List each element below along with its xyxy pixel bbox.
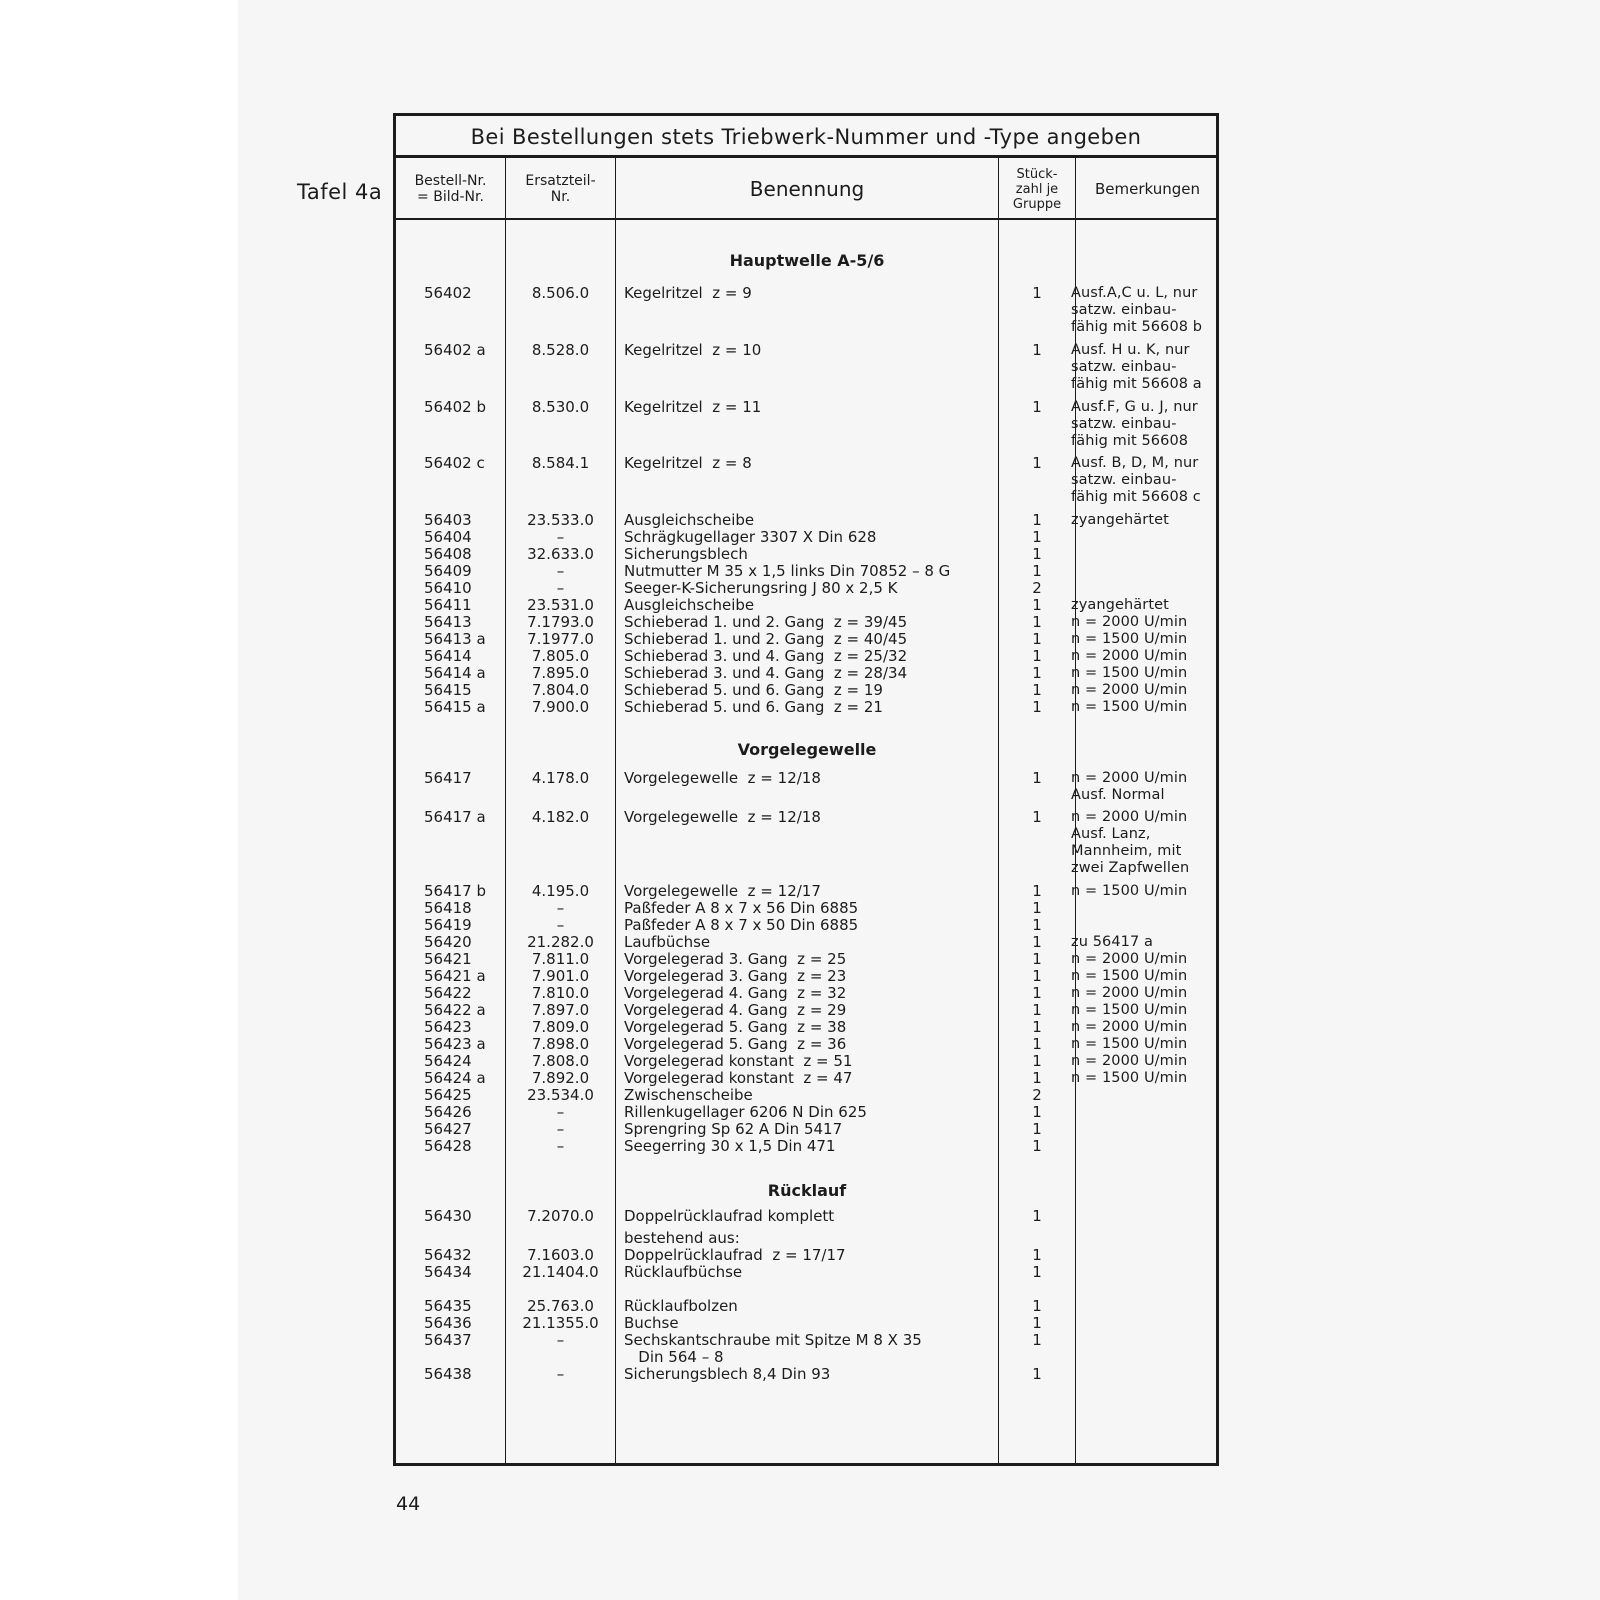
cell-benennung: Doppelrücklaufrad komplett <box>624 1207 835 1225</box>
cell-ersatzteil-nr: – <box>556 562 565 580</box>
cell-stueckzahl: 1 <box>1032 769 1042 787</box>
cell-benennung: Vorgelegewelle z = 12/17 <box>624 882 821 900</box>
cell-stueckzahl: 1 <box>1032 1001 1042 1019</box>
cell-ersatzteil-nr: – <box>556 899 565 917</box>
cell-stueckzahl: 1 <box>1032 916 1042 934</box>
cell-benennung: Seeger-K-Sicherungsring J 80 x 2,5 K <box>624 579 898 597</box>
cell-stueckzahl: 1 <box>1032 1069 1042 1087</box>
cell-bemerkungen: n = 1500 U/min <box>1071 1002 1188 1018</box>
cell-stueckzahl: 1 <box>1032 1052 1042 1070</box>
cell-bestell-nr: 56424 <box>424 1052 472 1070</box>
cell-bestell-nr: 56414 <box>424 647 472 665</box>
cell-benennung: Vorgelegerad 4. Gang z = 32 <box>624 984 847 1002</box>
cell-bestell-nr: 56402 c <box>424 454 485 472</box>
page-number: 44 <box>396 1493 421 1515</box>
cell-bestell-nr: 56417 <box>424 769 472 787</box>
cell-bestell-nr: 56437 <box>424 1331 472 1349</box>
cell-bestell-nr: 56413 a <box>424 630 486 648</box>
cell-ersatzteil-nr: 23.531.0 <box>527 596 594 614</box>
cell-bestell-nr: 56414 a <box>424 664 486 682</box>
cell-ersatzteil-nr: – <box>556 528 565 546</box>
cell-bemerkungen: Ausf. B, D, M, nur satzw. einbau- fähig mit 56608 c <box>1071 455 1201 505</box>
cell-ersatzteil-nr: 8.506.0 <box>531 284 590 302</box>
cell-benennung: Sicherungsblech 8,4 Din 93 <box>624 1365 831 1383</box>
cell-bestell-nr: 56415 <box>424 681 472 699</box>
cell-bestell-nr: 56413 <box>424 613 472 631</box>
cell-stueckzahl: 1 <box>1032 647 1042 665</box>
cell-ersatzteil-nr: 7.804.0 <box>531 681 590 699</box>
cell-stueckzahl: 1 <box>1032 1314 1042 1332</box>
cell-stueckzahl: 1 <box>1032 1035 1042 1053</box>
cell-bemerkungen: n = 1500 U/min <box>1071 883 1188 899</box>
cell-ersatzteil-nr: 7.810.0 <box>531 984 590 1002</box>
cell-ersatzteil-nr: 7.892.0 <box>531 1069 590 1087</box>
cell-ersatzteil-nr: 7.811.0 <box>531 950 590 968</box>
cell-benennung: Ausgleichscheibe <box>624 511 755 529</box>
cell-bestell-nr: 56425 <box>424 1086 472 1104</box>
cell-ersatzteil-nr: – <box>556 1365 565 1383</box>
cell-bestell-nr: 56430 <box>424 1207 472 1225</box>
cell-ersatzteil-nr: 21.1404.0 <box>522 1263 599 1281</box>
cell-ersatzteil-nr: 23.533.0 <box>527 511 594 529</box>
cell-bemerkungen: zyangehärtet <box>1071 512 1169 528</box>
cell-stueckzahl: 1 <box>1032 1018 1042 1036</box>
cell-bemerkungen: zyangehärtet <box>1071 597 1169 613</box>
cell-stueckzahl: 2 <box>1032 1086 1042 1104</box>
section-heading: Vorgelegewelle <box>737 740 877 759</box>
cell-benennung: Schieberad 5. und 6. Gang z = 21 <box>624 698 883 716</box>
cell-stueckzahl: 1 <box>1032 664 1042 682</box>
cell-ersatzteil-nr: 8.584.1 <box>531 454 590 472</box>
cell-bestell-nr: 56423 a <box>424 1035 486 1053</box>
cell-stueckzahl: 1 <box>1032 967 1042 985</box>
section-heading: Rücklauf <box>767 1181 847 1200</box>
cell-bestell-nr: 56417 a <box>424 808 486 826</box>
cell-ersatzteil-nr: 7.898.0 <box>531 1035 590 1053</box>
cell-benennung: Paßfeder A 8 x 7 x 56 Din 6885 <box>624 899 859 917</box>
cell-stueckzahl: 1 <box>1032 1331 1042 1349</box>
cell-ersatzteil-nr: 8.528.0 <box>531 341 590 359</box>
cell-ersatzteil-nr: – <box>556 916 565 934</box>
cell-ersatzteil-nr: – <box>556 1137 565 1155</box>
cell-bemerkungen: n = 2000 U/min <box>1071 1019 1188 1035</box>
cell-stueckzahl: 1 <box>1032 1297 1042 1315</box>
cell-bestell-nr: 56421 a <box>424 967 486 985</box>
cell-benennung: Rillenkugellager 6206 N Din 625 <box>624 1103 867 1121</box>
cell-stueckzahl: 1 <box>1032 698 1042 716</box>
cell-bestell-nr: 56417 b <box>424 882 487 900</box>
cell-bestell-nr: 56408 <box>424 545 472 563</box>
cell-bestell-nr: 56410 <box>424 579 472 597</box>
cell-stueckzahl: 1 <box>1032 545 1042 563</box>
cell-ersatzteil-nr: 8.530.0 <box>531 398 590 416</box>
cell-bestell-nr: 56404 <box>424 528 472 546</box>
cell-benennung: Laufbüchse <box>624 933 711 951</box>
cell-benennung: Vorgelegerad 5. Gang z = 36 <box>624 1035 847 1053</box>
cell-benennung: bestehend aus: <box>624 1229 740 1247</box>
cell-stueckzahl: 1 <box>1032 1246 1042 1264</box>
cell-benennung: Schieberad 1. und 2. Gang z = 40/45 <box>624 630 908 648</box>
cell-bemerkungen: n = 1500 U/min <box>1071 699 1188 715</box>
cell-bestell-nr: 56415 a <box>424 698 486 716</box>
cell-bemerkungen: Ausf.A,C u. L, nur satzw. einbau- fähig mit 56608 b <box>1071 285 1203 335</box>
cell-bemerkungen: Ausf.F, G u. J, nur satzw. einbau- fähig mit 56608 <box>1071 399 1198 449</box>
cell-benennung: Schieberad 1. und 2. Gang z = 39/45 <box>624 613 908 631</box>
cell-bestell-nr: 56423 <box>424 1018 472 1036</box>
cell-ersatzteil-nr: 7.895.0 <box>531 664 590 682</box>
cell-benennung: Paßfeder A 8 x 7 x 50 Din 6885 <box>624 916 859 934</box>
cell-benennung: Sicherungsblech <box>624 545 748 563</box>
cell-benennung: Ausgleichscheibe <box>624 596 755 614</box>
cell-bestell-nr: 56434 <box>424 1263 472 1281</box>
cell-bestell-nr: 56424 a <box>424 1069 486 1087</box>
cell-ersatzteil-nr: 4.195.0 <box>531 882 590 900</box>
header-bemerkungen: Bemerkungen <box>1094 180 1201 198</box>
cell-benennung: Vorgelegerad 5. Gang z = 38 <box>624 1018 847 1036</box>
cell-benennung: Vorgelegerad 4. Gang z = 29 <box>624 1001 847 1019</box>
cell-ersatzteil-nr: 7.2070.0 <box>527 1207 594 1225</box>
cell-stueckzahl: 1 <box>1032 1207 1042 1225</box>
cell-bemerkungen: n = 2000 U/min <box>1071 648 1188 664</box>
cell-stueckzahl: 1 <box>1032 596 1042 614</box>
cell-stueckzahl: 1 <box>1032 511 1042 529</box>
column-divider <box>615 158 616 1463</box>
cell-bemerkungen: n = 2000 U/min <box>1071 985 1188 1001</box>
plate-label: Tafel 4a <box>297 180 383 204</box>
cell-ersatzteil-nr: – <box>556 1103 565 1121</box>
cell-stueckzahl: 1 <box>1032 984 1042 1002</box>
cell-benennung: Vorgelegewelle z = 12/18 <box>624 808 821 826</box>
cell-bestell-nr: 56426 <box>424 1103 472 1121</box>
cell-benennung: Buchse <box>624 1314 679 1332</box>
cell-bemerkungen: n = 1500 U/min <box>1071 1036 1188 1052</box>
cell-benennung: Schieberad 3. und 4. Gang z = 28/34 <box>624 664 908 682</box>
cell-ersatzteil-nr: 7.1793.0 <box>527 613 594 631</box>
cell-bemerkungen: n = 2000 U/min Ausf. Lanz, Mannheim, mit zwei Zapfwellen <box>1071 809 1190 876</box>
cell-ersatzteil-nr: – <box>556 579 565 597</box>
cell-benennung: Schieberad 3. und 4. Gang z = 25/32 <box>624 647 908 665</box>
cell-benennung: Rücklaufbolzen <box>624 1297 738 1315</box>
cell-bestell-nr: 56418 <box>424 899 472 917</box>
cell-bestell-nr: 56422 a <box>424 1001 486 1019</box>
cell-ersatzteil-nr: 4.178.0 <box>531 769 590 787</box>
cell-benennung: Kegelritzel z = 9 <box>624 284 752 302</box>
section-heading: Hauptwelle A-5/6 <box>729 251 885 270</box>
cell-bemerkungen: n = 2000 U/min <box>1071 951 1188 967</box>
cell-bemerkungen: zu 56417 a <box>1071 934 1154 950</box>
cell-benennung: Rücklaufbüchse <box>624 1263 743 1281</box>
parts-table <box>393 113 1219 1466</box>
cell-benennung: Vorgelegerad konstant z = 51 <box>624 1052 853 1070</box>
cell-benennung: Vorgelegerad konstant z = 47 <box>624 1069 853 1087</box>
cell-benennung: Kegelritzel z = 11 <box>624 398 762 416</box>
cell-stueckzahl: 1 <box>1032 630 1042 648</box>
cell-bestell-nr: 56402 <box>424 284 472 302</box>
cell-ersatzteil-nr: 7.900.0 <box>531 698 590 716</box>
cell-benennung: Seegerring 30 x 1,5 Din 471 <box>624 1137 836 1155</box>
cell-ersatzteil-nr: 7.1977.0 <box>527 630 594 648</box>
cell-stueckzahl: 2 <box>1032 579 1042 597</box>
cell-stueckzahl: 1 <box>1032 1263 1042 1281</box>
header-divider <box>396 218 1216 220</box>
cell-benennung: Sprengring Sp 62 A Din 5417 <box>624 1120 843 1138</box>
cell-bemerkungen: n = 2000 U/min <box>1071 1053 1188 1069</box>
cell-bestell-nr: 56422 <box>424 984 472 1002</box>
cell-benennung: Schieberad 5. und 6. Gang z = 19 <box>624 681 883 699</box>
cell-bemerkungen: n = 1500 U/min <box>1071 665 1188 681</box>
cell-stueckzahl: 1 <box>1032 950 1042 968</box>
cell-ersatzteil-nr: 23.534.0 <box>527 1086 594 1104</box>
cell-ersatzteil-nr: 7.808.0 <box>531 1052 590 1070</box>
cell-stueckzahl: 1 <box>1032 933 1042 951</box>
header-ersatzteil-nr: Ersatzteil- Nr. <box>525 173 596 205</box>
column-divider <box>505 158 506 1463</box>
cell-ersatzteil-nr: 7.805.0 <box>531 647 590 665</box>
cell-stueckzahl: 1 <box>1032 1365 1042 1383</box>
cell-ersatzteil-nr: 32.633.0 <box>527 545 594 563</box>
cell-bemerkungen: n = 2000 U/min <box>1071 682 1188 698</box>
cell-bemerkungen: n = 2000 U/min Ausf. Normal <box>1071 770 1188 803</box>
header-stueckzahl: Stück- zahl je Gruppe <box>1012 166 1062 212</box>
cell-benennung: Sechskantschraube mit Spitze M 8 X 35 Din 564 – 8 <box>624 1331 922 1366</box>
cell-bestell-nr: 56411 <box>424 596 472 614</box>
cell-ersatzteil-nr: 21.282.0 <box>527 933 594 951</box>
cell-ersatzteil-nr: 7.901.0 <box>531 967 590 985</box>
cell-bestell-nr: 56428 <box>424 1137 472 1155</box>
cell-bestell-nr: 56402 a <box>424 341 486 359</box>
cell-stueckzahl: 1 <box>1032 398 1042 416</box>
cell-bestell-nr: 56436 <box>424 1314 472 1332</box>
cell-benennung: Nutmutter M 35 x 1,5 links Din 70852 – 8 G <box>624 562 951 580</box>
cell-ersatzteil-nr: 4.182.0 <box>531 808 590 826</box>
cell-stueckzahl: 1 <box>1032 1120 1042 1138</box>
cell-ersatzteil-nr: – <box>556 1331 565 1349</box>
cell-bemerkungen: n = 1500 U/min <box>1071 631 1188 647</box>
cell-benennung: Kegelritzel z = 10 <box>624 341 762 359</box>
cell-bestell-nr: 56403 <box>424 511 472 529</box>
cell-bemerkungen: Ausf. H u. K, nur satzw. einbau- fähig mit 56608 a <box>1071 342 1202 392</box>
cell-ersatzteil-nr: – <box>556 1120 565 1138</box>
cell-benennung: Vorgelegerad 3. Gang z = 25 <box>624 950 847 968</box>
cell-stueckzahl: 1 <box>1032 882 1042 900</box>
cell-stueckzahl: 1 <box>1032 899 1042 917</box>
cell-stueckzahl: 1 <box>1032 341 1042 359</box>
cell-bestell-nr: 56427 <box>424 1120 472 1138</box>
cell-stueckzahl: 1 <box>1032 808 1042 826</box>
cell-benennung: Schrägkugellager 3307 X Din 628 <box>624 528 877 546</box>
cell-stueckzahl: 1 <box>1032 454 1042 472</box>
cell-ersatzteil-nr: 25.763.0 <box>527 1297 594 1315</box>
cell-benennung: Kegelritzel z = 8 <box>624 454 752 472</box>
order-notice-banner: Bei Bestellungen stets Triebwerk-Nummer und -Type angeben <box>396 116 1216 158</box>
cell-benennung: Doppelrücklaufrad z = 17/17 <box>624 1246 846 1264</box>
cell-stueckzahl: 1 <box>1032 613 1042 631</box>
cell-bestell-nr: 56421 <box>424 950 472 968</box>
cell-stueckzahl: 1 <box>1032 1137 1042 1155</box>
cell-bemerkungen: n = 1500 U/min <box>1071 1070 1188 1086</box>
cell-ersatzteil-nr: 7.809.0 <box>531 1018 590 1036</box>
cell-benennung: Vorgelegerad 3. Gang z = 23 <box>624 967 847 985</box>
cell-bemerkungen: n = 2000 U/min <box>1071 614 1188 630</box>
cell-bestell-nr: 56432 <box>424 1246 472 1264</box>
cell-ersatzteil-nr: 21.1355.0 <box>522 1314 599 1332</box>
cell-stueckzahl: 1 <box>1032 528 1042 546</box>
cell-ersatzteil-nr: 7.897.0 <box>531 1001 590 1019</box>
cell-stueckzahl: 1 <box>1032 681 1042 699</box>
cell-ersatzteil-nr: 7.1603.0 <box>527 1246 594 1264</box>
cell-bestell-nr: 56409 <box>424 562 472 580</box>
cell-bestell-nr: 56419 <box>424 916 472 934</box>
cell-bestell-nr: 56438 <box>424 1365 472 1383</box>
cell-benennung: Vorgelegewelle z = 12/18 <box>624 769 821 787</box>
cell-bestell-nr: 56402 b <box>424 398 487 416</box>
cell-benennung: Zwischenscheibe <box>624 1086 753 1104</box>
cell-stueckzahl: 1 <box>1032 562 1042 580</box>
cell-bestell-nr: 56420 <box>424 933 472 951</box>
cell-bemerkungen: n = 1500 U/min <box>1071 968 1188 984</box>
cell-stueckzahl: 1 <box>1032 284 1042 302</box>
header-benennung: Benennung <box>749 177 865 201</box>
cell-stueckzahl: 1 <box>1032 1103 1042 1121</box>
header-bestell-nr: Bestell-Nr. = Bild-Nr. <box>414 173 487 205</box>
cell-bestell-nr: 56435 <box>424 1297 472 1315</box>
